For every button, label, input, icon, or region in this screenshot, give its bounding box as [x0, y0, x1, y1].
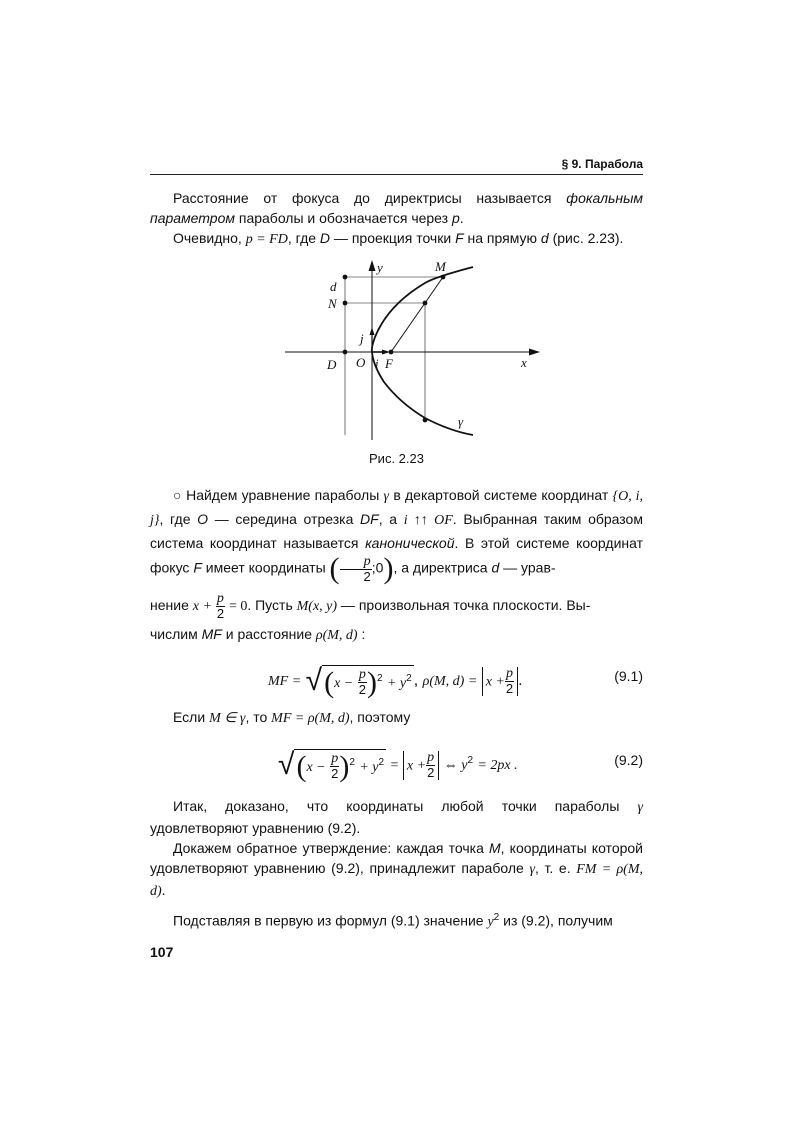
figure-parabola: [280, 255, 550, 440]
text-block-bottom: [150, 796, 643, 933]
text: Подставляя в первую из формул (9.1) значение: [173, 912, 488, 929]
text: — урав-: [499, 559, 556, 576]
eq92-abs-x: x +: [406, 758, 427, 774]
formula-codirected: i ↑↑ OF: [403, 513, 453, 528]
text-block-directrix: [150, 592, 643, 649]
formula-part: x +: [192, 599, 212, 615]
sqrt-body: [294, 749, 386, 782]
point-F: [389, 350, 394, 355]
figure-caption: Рис. 2.23: [369, 451, 424, 466]
text: , где: [287, 230, 320, 246]
proof-start-circle-icon: ○: [173, 487, 182, 503]
eq92-rhs: = 2px .: [477, 758, 518, 774]
fraction-numerator: p: [427, 749, 435, 765]
equation-9-2: [150, 736, 643, 784]
exponent: 2: [467, 754, 474, 766]
label-gamma: γ: [458, 414, 464, 429]
eq91-content: [268, 664, 523, 698]
fraction-denominator: 2: [216, 606, 225, 621]
text: .: [459, 210, 464, 226]
fraction-p-over-2: [505, 667, 514, 696]
label-F: F: [385, 356, 393, 371]
formula-point-M: M(x, y): [296, 599, 338, 615]
symbol-D: D: [319, 230, 331, 246]
eq92-x-minus: x −: [306, 759, 326, 775]
text: и расстояние: [221, 626, 316, 642]
absolute-value: [482, 667, 518, 696]
comma: ,: [413, 672, 419, 690]
formula-FM-rho: FM = ρ(M, d): [150, 862, 643, 899]
equation-number-9-1: (9.1): [614, 668, 643, 684]
symbol-F: F: [455, 230, 464, 246]
fraction-p-over-2: [330, 752, 339, 781]
point-D: [343, 350, 348, 355]
fraction-denominator: 2: [505, 680, 514, 696]
symbol-gamma: γ: [529, 862, 535, 877]
sqrt-icon: √: [305, 664, 323, 697]
text: — проекция точки: [330, 230, 456, 246]
equation-number-9-2: (9.2): [614, 752, 643, 768]
label-x: x: [521, 355, 527, 370]
symbol-MF: MF: [201, 626, 222, 642]
point-N: [343, 301, 348, 306]
label-M: M: [435, 259, 446, 274]
text: Итак, доказано, что координаты любой точки параболы: [173, 798, 638, 814]
formula-basis: {O, i, j}: [150, 489, 644, 528]
fraction-p-over-2: [426, 751, 435, 780]
label-D: D: [327, 357, 337, 372]
paragraph-if-M-in-gamma: [150, 707, 643, 729]
symbol-d: d: [540, 230, 549, 246]
text: , где: [159, 511, 198, 527]
formula-p-fd: p = FD: [245, 232, 288, 247]
formula-rho: ρ(M, d): [315, 628, 358, 643]
segment-F-N: [391, 303, 425, 352]
label-N: N: [328, 296, 337, 311]
symbol-M: M: [489, 840, 501, 856]
label-y: y: [377, 260, 383, 275]
text: удовлетворяют уравнению (9.2).: [150, 820, 361, 836]
label-O: O: [356, 355, 366, 370]
text: на прямую: [463, 230, 541, 246]
fraction-numerator: p: [216, 591, 224, 606]
fraction-numerator: p: [363, 553, 371, 569]
text: :: [357, 626, 366, 642]
text: Расстояние от фокуса до директрисы называется: [173, 190, 567, 206]
paragraph-canonical: [150, 484, 643, 584]
exponent: 2: [406, 672, 412, 684]
symbol-y: y: [487, 914, 494, 930]
text: Если: [173, 709, 210, 725]
label-d: d: [330, 279, 337, 294]
point-on-curve: [423, 301, 428, 306]
absolute-value: [403, 751, 439, 780]
eq91-lhs: MF =: [268, 674, 302, 690]
symbol-O: O: [197, 511, 209, 527]
vector-j-arrow: [370, 327, 375, 335]
text: .: [161, 882, 166, 898]
eq91-rho: ρ(M, d) =: [422, 674, 478, 690]
symbol-p: p: [451, 210, 460, 226]
running-header: § 9. Парабола: [561, 157, 643, 171]
symbol-DF: DF: [360, 511, 379, 527]
text: . Выбранная таким образом система координат называется: [150, 511, 643, 551]
text-block-if: [150, 707, 643, 729]
text: , т. е.: [534, 860, 577, 876]
equals: =: [390, 758, 399, 774]
eq92-plus-y: + y: [359, 759, 379, 775]
point-d-top: [343, 275, 348, 280]
exponent: 2: [493, 912, 500, 923]
formula-MF-rho: MF = ρ(M, d): [271, 711, 350, 726]
paren-open: (: [296, 749, 307, 783]
header-rule: [150, 174, 643, 175]
text: , а директриса: [393, 559, 492, 576]
text: — произвольная точка плоскости. Вы-: [337, 597, 591, 614]
text: имеет координаты: [201, 559, 330, 576]
formula-part: = 0: [228, 599, 248, 615]
paragraph-directrix-equation: [150, 592, 643, 649]
fraction-p-over-2: [216, 592, 225, 621]
symbol-gamma: γ: [637, 800, 643, 815]
symbol-gamma: γ: [383, 489, 390, 504]
text: параболы и обозначается через: [234, 210, 452, 226]
text: , поэтому: [349, 709, 411, 725]
label-j: j: [360, 331, 364, 346]
coord-rest: ;0: [371, 559, 384, 576]
term-focal-parameter: фокальным параметром: [150, 190, 643, 226]
paren-close: ): [383, 552, 394, 585]
paragraph-proved: [150, 796, 643, 838]
text: Очевидно,: [173, 230, 246, 246]
text: Найдем уравнение параболы: [186, 487, 384, 503]
text: , координаты которой удовлетворяют уравнению (9.2), принадлежит параболе: [150, 840, 643, 876]
fraction-denominator: 2: [340, 569, 372, 584]
label-i: i: [375, 356, 379, 371]
paragraph-substituting: [150, 908, 643, 933]
exponent: 2: [376, 672, 383, 684]
text: Докажем обратное утверждение: каждая точка: [173, 840, 489, 856]
eq92-iff-y: ⇔ y: [443, 758, 468, 774]
eq92-content: [278, 748, 518, 782]
text: (рис. 2.23).: [548, 230, 624, 246]
paragraph-converse: [150, 838, 643, 902]
exponent: 2: [349, 756, 355, 768]
fraction-numerator: p: [358, 667, 366, 682]
paren-close: ): [366, 665, 377, 699]
text-block-top: [150, 188, 643, 250]
fraction-numerator: p: [506, 665, 513, 681]
equation-9-1: [150, 652, 643, 698]
fraction-p-over-2: [340, 555, 372, 584]
page-number: 107: [150, 944, 174, 960]
paren-open: (: [329, 552, 340, 585]
text: , то: [245, 709, 272, 725]
exponent: 2: [378, 756, 385, 768]
text: . Пусть: [247, 597, 297, 614]
dot: .: [518, 672, 523, 690]
paren-open: (: [324, 665, 335, 699]
text: — середина отрезка: [208, 511, 361, 527]
paragraph-obviously: [150, 228, 643, 250]
formula-M-in-gamma: M ∈ γ: [209, 711, 246, 726]
text-block-middle: [150, 484, 643, 584]
fraction-p-over-2: [358, 668, 367, 697]
y-axis-arrow: [369, 260, 376, 271]
term-canonical: канонической: [365, 535, 455, 551]
symbol-F: F: [193, 559, 202, 576]
text: числим: [150, 626, 202, 642]
fraction-denominator: 2: [331, 766, 339, 781]
text: из (9.2), получим: [499, 912, 613, 929]
text: , а: [378, 511, 404, 527]
fraction-numerator: p: [331, 751, 339, 766]
text: . В этой системе координат фокус: [150, 535, 644, 576]
symbol-d: d: [491, 559, 500, 576]
fraction-denominator: 2: [358, 682, 366, 697]
parabola-curve: [372, 267, 473, 435]
sqrt-body: [322, 665, 414, 698]
eq91-abs-x: x +: [485, 674, 505, 690]
eq91-x-minus: x −: [334, 675, 354, 691]
fraction-denominator: 2: [427, 764, 435, 780]
sqrt-icon: √: [278, 748, 295, 781]
text: нение: [150, 597, 193, 614]
point-M: [441, 275, 446, 280]
point-lower: [423, 418, 428, 423]
paren-close: ): [339, 749, 350, 783]
paragraph-focal-parameter: [150, 188, 643, 228]
x-axis-arrow: [529, 349, 540, 356]
text: в декартовой системе координат: [389, 487, 613, 503]
eq91-plus-y: + y: [386, 675, 407, 691]
